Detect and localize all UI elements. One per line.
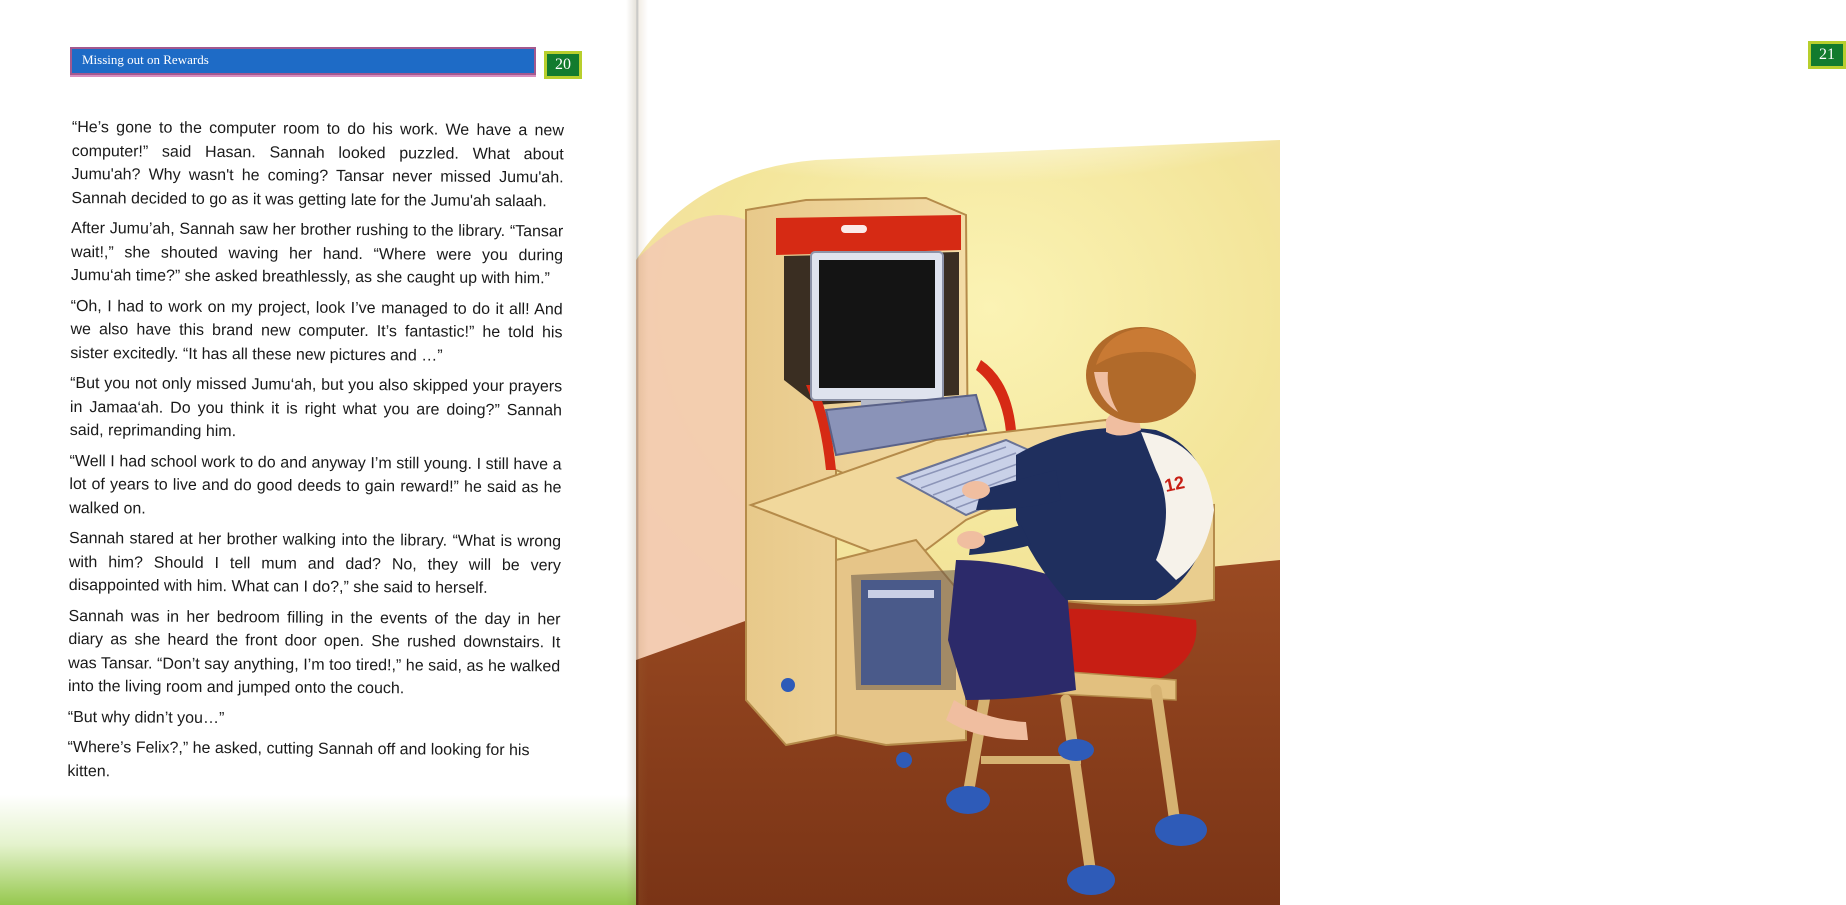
computer-monitor	[811, 252, 943, 412]
paragraph: “Well I had school work to do and anyway I’m still young. I still have a lot of years to live and do good deeds to gain reward!” he said as he walked on.	[69, 452, 562, 518]
paragraph: After Jumu’ah, Sannah saw her brother rushing to the library. “Tansar wait!,” she shouted waving her hand. “Where were you during Jumu‘ah time?” she asked breathlessly, as she caught up with him.”	[70, 219, 564, 288]
shirt-number: 12	[1162, 472, 1187, 496]
paragraph: “He’s gone to the computer room to do his work. We have a new computer!” said Hasan. Sannah looked puzzled. What about Jumu'ah? Why wasn't he coming? Tansar never missed Jumu'ah. Sannah decided to go as it was getting late for the Jumu'ah salaah.	[71, 118, 564, 210]
left-page	[0, 0, 636, 905]
paragraph: “But you not only missed Jumu‘ah, but you also skipped your prayers in Jamaa‘ah. Do you think it is right what you are doing?” Sannah said, reprimanding him.	[69, 374, 563, 441]
chapter-title: Missing out on Rewards	[82, 52, 209, 67]
boy-at-computer-illustration	[636, 0, 1280, 905]
page-number-left: 20	[544, 51, 582, 79]
paragraph: “But why didn’t you…”	[67, 708, 225, 727]
story-text	[67, 116, 564, 793]
paragraph: Sannah stared at her brother walking into the library. “What is wrong with him? Should I tell mum and dad? No, they will be very disappointed with him. What can I do?,” she said to herself.	[68, 529, 562, 597]
page-bottom-gradient	[0, 795, 636, 905]
page-number-right: 21	[1808, 41, 1846, 69]
right-page	[636, 0, 1835, 905]
paragraph: “Oh, I had to work on my project, look I’ve managed to do it all! And we also have this brand new computer. It’s fantastic!” he told his sister excitedly. “It has all these new pictures and …”	[70, 297, 563, 365]
chapter-header-bar	[70, 47, 536, 75]
paragraph: “Where’s Felix?,” he asked, cutting Sannah off and looking for his kitten.	[67, 738, 530, 780]
book-gutter	[626, 0, 648, 905]
paragraph: Sannah was in her bedroom filling in the events of the day in her diary as she heard the front door open. She rushed downstairs. It was Tansar. “Don’t say anything, I’m too tired!,” he said, as he walked into the living room and jumped onto the couch.	[67, 607, 561, 698]
